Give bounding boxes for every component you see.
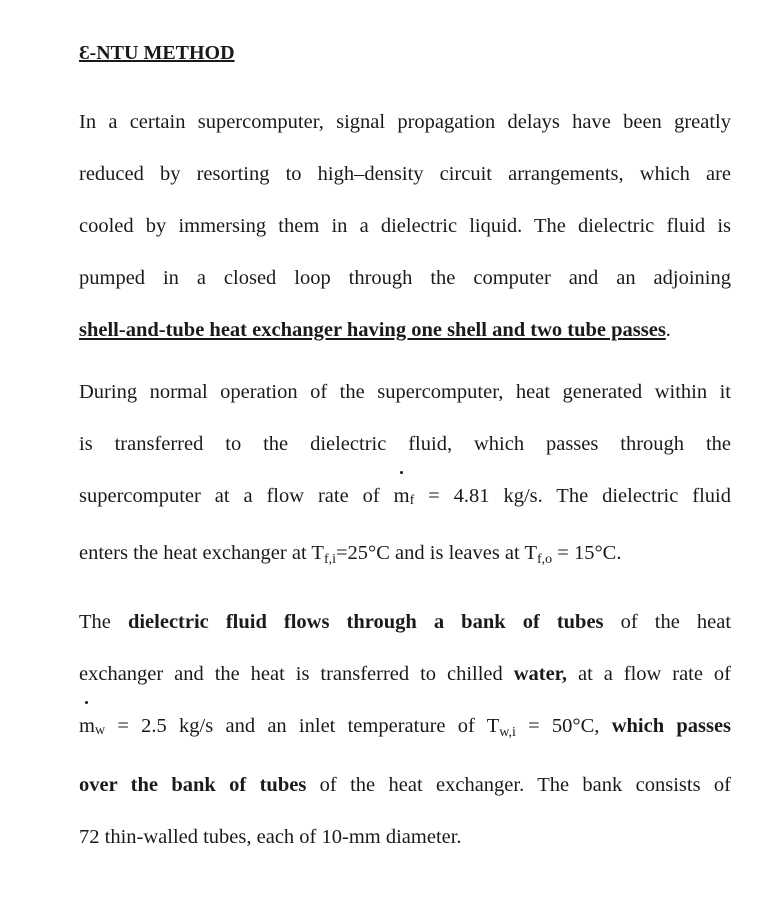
paragraph-1-line-2: reduced by resorting to high–density circuit arrangements, which are [79, 163, 731, 185]
water-inlet-value: = 50°C, [528, 715, 600, 737]
paragraph-3-line-2-end: at a flow rate of [577, 663, 731, 685]
paragraph-3-lead: The [79, 611, 111, 633]
mass-flow-symbol-water: m [79, 700, 95, 752]
mass-flow-subscript-water: w [94, 723, 106, 738]
fluid-outlet-subscript: f,o [537, 552, 553, 567]
heat-exchanger-type-emphasis: shell-and-tube heat exchanger having one shell and two tube passes [79, 319, 666, 341]
fluid-inlet-text: enters the heat exchanger at T [79, 542, 324, 564]
fluid-flow-rate-value: = 4.81 kg/s. The dielectric fluid [428, 485, 731, 507]
fluid-outlet-value: = 15°C. [557, 542, 622, 564]
paragraph-3-line-1-end: of the heat [620, 611, 732, 633]
mass-flow-subscript-fluid: f [409, 493, 415, 508]
flow-rate-text: supercomputer at a flow rate of [79, 485, 380, 507]
water-emphasis: water, [513, 663, 568, 685]
paragraph-3-line-2-start: exchanger and the heat is transferred to chilled [79, 663, 503, 685]
paragraph-1-line-1: In a certain supercomputer, signal propagation delays have been greatly [79, 111, 731, 133]
shell-side-emphasis-end: over the bank of tubes [79, 774, 307, 796]
paragraph-1-line-5 [79, 304, 731, 356]
paragraph-3 [79, 596, 731, 863]
fluid-inlet-subscript: f,i [323, 552, 336, 567]
paragraph-3-line-5: 72 thin-walled tubes, each of 10-mm diameter. [79, 826, 462, 848]
mass-flow-symbol-fluid: m [394, 470, 410, 522]
section-heading: Ɛ-NTU METHOD [79, 42, 235, 64]
paragraph-2-line-1: During normal operation of the supercomputer, heat generated within it [79, 381, 731, 403]
paragraph-3-line-1 [79, 596, 731, 648]
paragraph-1-period: . [665, 319, 671, 341]
paragraph-1-line-4: pumped in a closed loop through the computer and an adjoining [79, 267, 731, 289]
paragraph-1-line-3: cooled by immersing them in a dielectric liquid. The dielectric fluid is [79, 215, 731, 237]
paragraph-1 [79, 96, 731, 356]
paragraph-2-line-4 [79, 527, 731, 586]
water-flow-text: = 2.5 kg/s and an inlet temperature of T [117, 715, 500, 737]
paragraph-3-line-4-end: of the heat exchanger. The bank consists of [319, 774, 731, 796]
tube-side-emphasis: dielectric fluid flows through a bank of tubes [127, 611, 604, 633]
paragraph-3-line-3 [79, 700, 731, 759]
water-inlet-subscript: w,i [499, 725, 516, 740]
paragraph-2-line-3 [79, 470, 731, 527]
fluid-inlet-value: =25°C and is leaves at T [336, 542, 537, 564]
paragraph-3-line-4 [79, 759, 731, 811]
paragraph-2-line-2: is transferred to the dielectric fluid, which passes through the [79, 433, 731, 455]
document-page [79, 38, 731, 873]
paragraph-3-line-2 [79, 648, 731, 700]
shell-side-emphasis-start: which passes [611, 715, 732, 737]
paragraph-2 [79, 366, 731, 586]
